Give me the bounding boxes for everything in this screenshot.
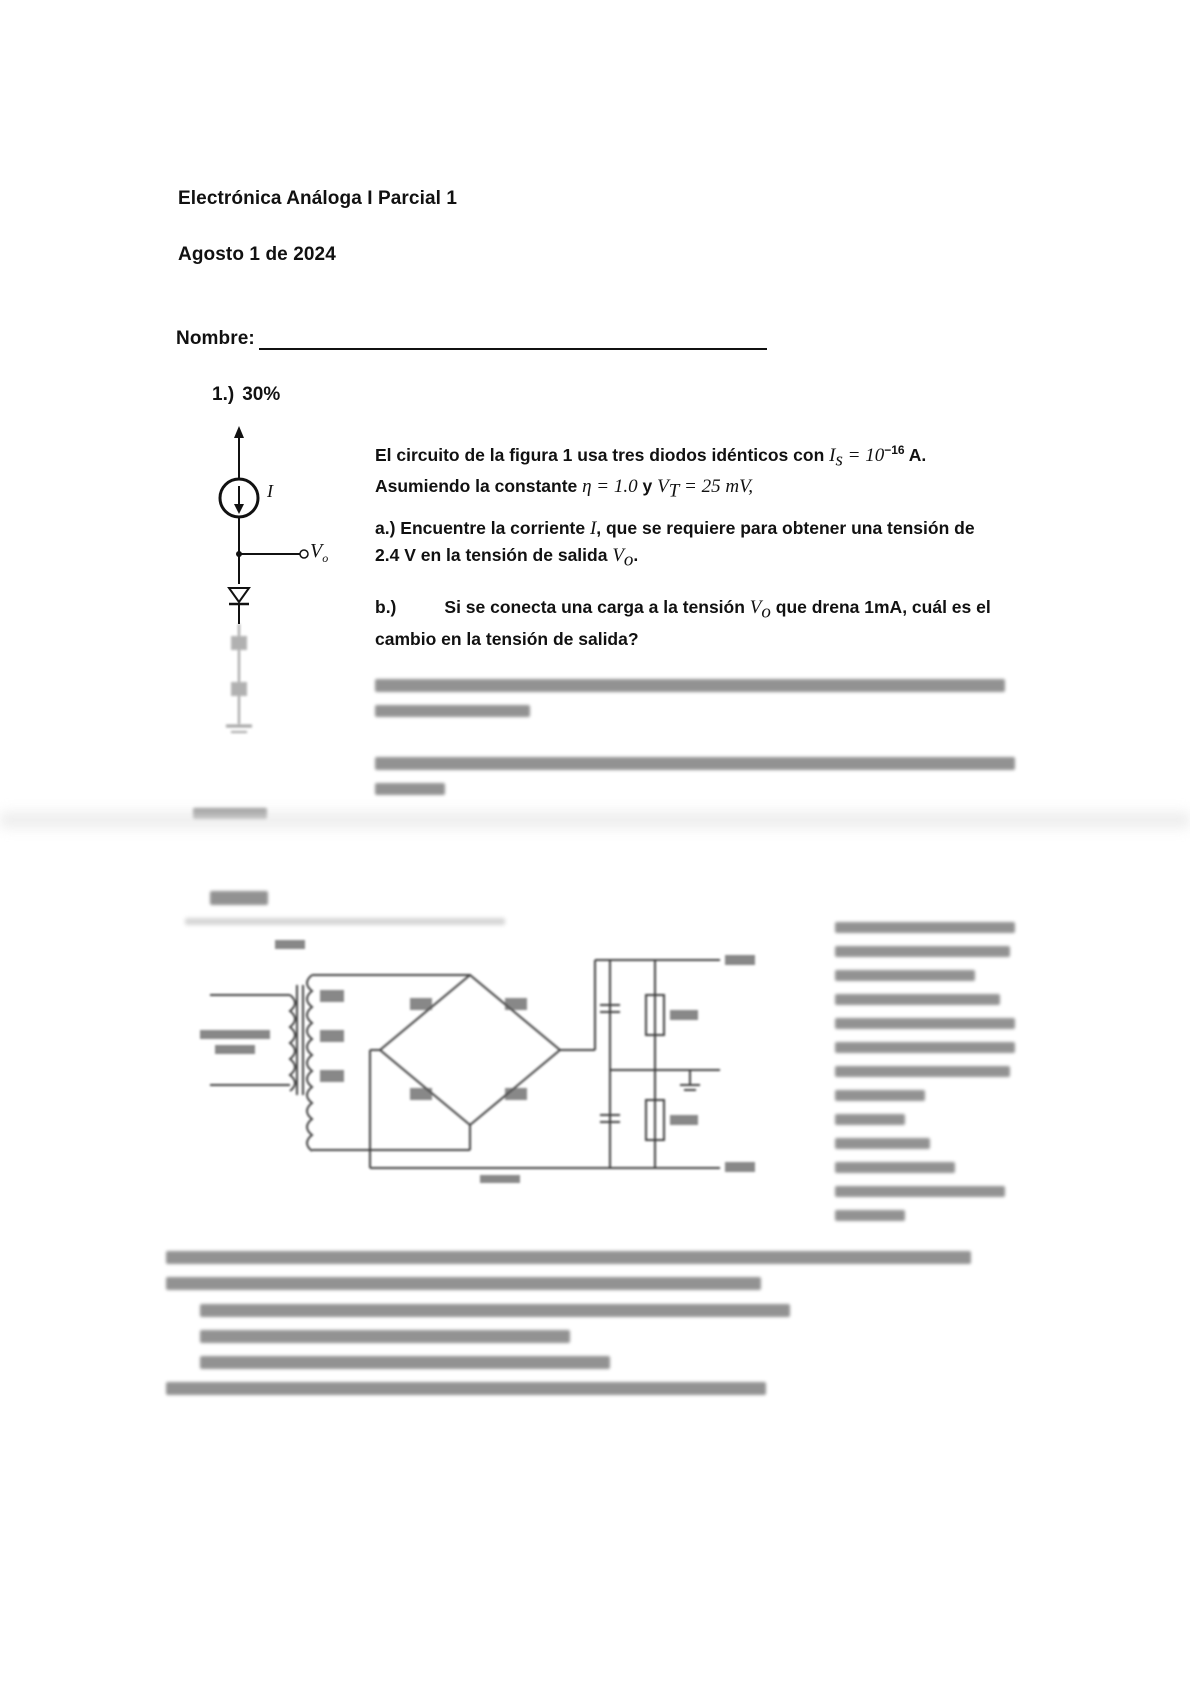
part-a-text-2: , que se requiere para obtener una tensión de: [596, 518, 975, 538]
intro-vt-value: = 25 mV,: [679, 476, 753, 498]
intro-exponent: −16: [884, 443, 905, 457]
part-a-i: I: [589, 518, 597, 539]
intro-vt-sub: T: [668, 480, 680, 502]
illegible-body-line-1: [166, 1251, 971, 1264]
question-1-heading: [212, 384, 280, 406]
illegible-side-text-10: [835, 1138, 930, 1149]
intro-eta: η = 1.0: [582, 476, 638, 498]
illegible-side-text-1: [835, 922, 1015, 933]
illegible-body-line-4: [200, 1330, 570, 1343]
part-a-text-4: .: [633, 545, 639, 565]
intro-text-2: A.: [904, 444, 927, 465]
illegible-hint-line-4: [375, 783, 445, 795]
illegible-side-text-5: [835, 1018, 1015, 1029]
part-b-text-3: cambio en la tensión de salida?: [375, 628, 639, 649]
question-1-intro: [375, 437, 1015, 505]
part-b-text-2: que drena 1mA, cuál es el: [770, 597, 991, 617]
figure-2-circuit: [180, 900, 820, 1190]
question-1-part-b: [375, 594, 1015, 649]
illegible-body-line-6: [166, 1382, 766, 1395]
illegible-hint-line-1: [375, 679, 1005, 692]
question-1-number: 1.): [212, 384, 235, 405]
intro-text-3: Asumiendo la constante: [375, 476, 583, 497]
part-b-text-1: Si se conecta una carga a la tensión: [444, 597, 750, 617]
part-b-vo-sub: o: [761, 601, 771, 623]
illegible-body-line-2: [166, 1277, 761, 1290]
question-1-part-a: [375, 515, 1015, 574]
illegible-side-text-2: [835, 946, 1010, 957]
illegible-side-text-6: [835, 1042, 1015, 1053]
question-1-weight: 30%: [242, 384, 281, 405]
intro-eq1: = 10: [842, 444, 885, 466]
name-blank-line[interactable]: [259, 328, 767, 350]
figure-1-current-label: I: [267, 481, 273, 501]
part-a-text-1: a.) Encuentre la corriente: [375, 518, 590, 538]
name-field-row: [176, 328, 767, 350]
illegible-side-text-8: [835, 1090, 925, 1101]
part-b-label: b.): [375, 597, 397, 617]
illegible-hint-line-2: [375, 705, 530, 717]
exam-title: Electrónica Análoga I Parcial 1: [178, 188, 458, 209]
scan-smudge: [0, 812, 1190, 828]
exam-date: Agosto 1 de 2024: [178, 244, 336, 265]
intro-is-sub: s: [835, 449, 843, 471]
intro-vt: V: [657, 476, 669, 498]
illegible-side-text-7: [835, 1066, 1010, 1077]
figure-1-output-label: [310, 540, 328, 566]
part-a-text-3: 2.4 V en la tensión de salida: [375, 545, 613, 565]
illegible-side-text-3: [835, 970, 975, 981]
illegible-side-text-9: [835, 1114, 905, 1125]
illegible-side-text-4: [835, 994, 1000, 1005]
illegible-body-line-3: [200, 1304, 790, 1317]
illegible-side-text-13: [835, 1210, 905, 1221]
illegible-hint-line-3: [375, 757, 1015, 770]
figure-1-circuit: [188, 424, 358, 764]
intro-text-1: El circuito de la figura 1 usa tres diodos idénticos con: [375, 444, 830, 465]
illegible-side-text-11: [835, 1162, 955, 1173]
intro-and: y: [637, 476, 658, 497]
illegible-body-line-5: [200, 1356, 610, 1369]
illegible-side-text-12: [835, 1186, 1005, 1197]
figure-1-output-v: V: [310, 540, 323, 562]
name-label: Nombre:: [176, 328, 255, 349]
figure-1-output-sub: o: [322, 551, 329, 565]
intro-is: I: [829, 444, 836, 466]
part-a-vo: V: [612, 545, 624, 566]
part-a-vo-sub: o: [623, 549, 634, 571]
part-b-vo: V: [749, 597, 762, 618]
